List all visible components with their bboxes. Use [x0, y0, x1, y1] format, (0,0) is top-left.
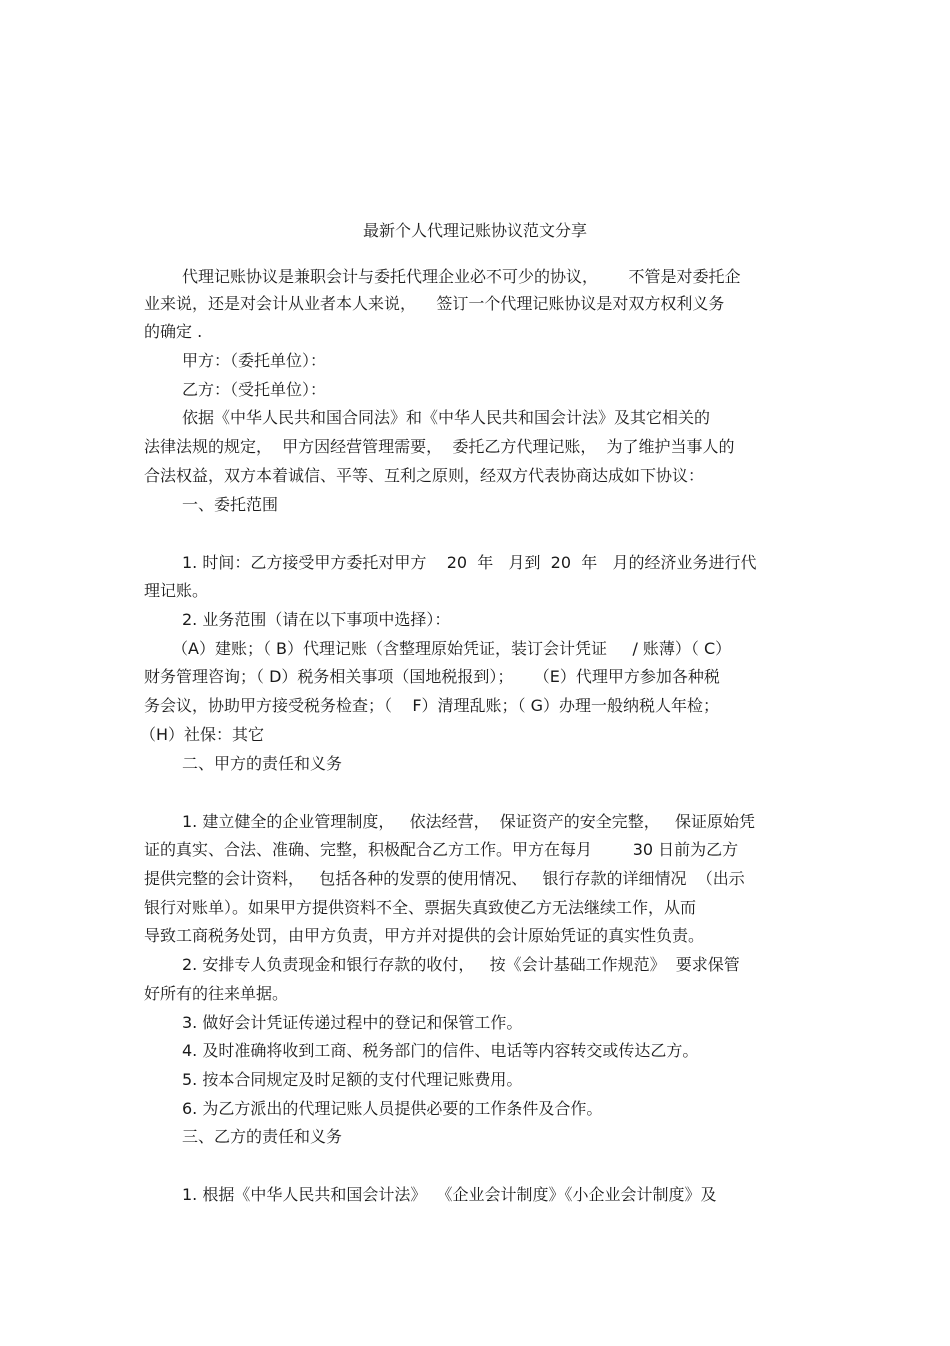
scope-business-heading: 2. 业务范围（请在以下事项中选择）：	[182, 610, 451, 629]
basis-line-1: 依据《中华人民共和国合同法》和《中华人民共和国会计法》及其它相关的	[182, 408, 711, 427]
party-a-duty-3: 3. 做好会计凭证传递过程中的登记和保管工作。	[182, 1013, 523, 1032]
party-a-line: 甲方：（委托单位）：	[182, 351, 327, 370]
party-a-duty-1-line-3: 提供完整的会计资料， 包括各种的发票的使用情况、 银行存款的详细情况 （出示	[144, 869, 745, 888]
section-heading-3: 三、乙方的责任和义务	[182, 1127, 343, 1146]
scope-options-line-1: （A）建账；（ B）代理记账（含整理原始凭证，装订会计凭证 / 账薄）（ C）	[172, 639, 732, 658]
party-a-duty-1-line-4: 银行对账单）。如果甲方提供资料不全、票据失真致使乙方无法继续工作，从而	[144, 898, 697, 917]
page-title: 最新个人代理记账协议范文分享	[362, 221, 587, 240]
scope-options-line-3: 务会议，协助甲方接受税务检查；（ F）清理乱账；（ G）办理一般纳税人年检；	[144, 696, 720, 715]
party-a-duty-1-line-2: 证的真实、合法、准确、完整，积极配合乙方工作。甲方在每月 30 日前为乙方	[144, 840, 739, 859]
scope-time-line-2: 理记账。	[144, 581, 209, 600]
party-a-duty-6: 6. 为乙方派出的代理记账人员提供必要的工作条件及合作。	[182, 1099, 603, 1118]
party-a-duty-2-line-2: 好所有的往来单据。	[144, 984, 289, 1003]
scope-options-line-2: 财务管理咨询；（ D）税务相关事项（国地税报到）； （E）代理甲方参加各种税	[144, 667, 720, 686]
party-a-duty-1-line-5: 导致工商税务处罚，由甲方负责，甲方并对提供的会计原始凭证的真实性负责。	[144, 926, 705, 945]
intro-line-3: 的确定 .	[144, 322, 203, 341]
party-b-duty-1-line-1: 1. 根据《中华人民共和国会计法》 《企业会计制度》《小企业会计制度》及	[182, 1185, 717, 1204]
section-heading-1: 一、委托范围	[182, 495, 279, 514]
party-b-line: 乙方：（受托单位）：	[182, 380, 327, 399]
party-a-duty-5: 5. 按本合同规定及时足额的支付代理记账费用。	[182, 1070, 523, 1089]
intro-line-2: 业来说，还是对会计从业者本人来说， 签订一个代理记账协议是对双方权利义务	[144, 294, 725, 313]
party-a-duty-2-line-1: 2. 安排专人负责现金和银行存款的收付， 按《会计基础工作规范》 要求保管	[182, 955, 740, 974]
basis-line-2: 法律法规的规定， 甲方因经营管理需要， 委托乙方代理记账， 为了维护当事人的	[144, 437, 735, 456]
intro-line-1: 代理记账协议是兼职会计与委托代理企业必不可少的协议， 不管是对委托企	[182, 267, 741, 286]
party-a-duty-4: 4. 及时准确将收到工商、税务部门的信件、电话等内容转交或传达乙方。	[182, 1041, 699, 1060]
section-heading-2: 二、甲方的责任和义务	[182, 754, 343, 773]
scope-options-line-4: （H）社保：其它	[140, 725, 265, 744]
party-a-duty-1-line-1: 1. 建立健全的企业管理制度， 依法经营， 保证资产的安全完整， 保证原始凭	[182, 812, 756, 831]
basis-line-3: 合法权益，双方本着诚信、平等、互利之原则，经双方代表协商达成如下协议：	[144, 466, 705, 485]
scope-time-line-1: 1. 时间：乙方接受甲方委托对甲方 20 年 月到 20 年 月的经济业务进行代	[182, 553, 757, 572]
